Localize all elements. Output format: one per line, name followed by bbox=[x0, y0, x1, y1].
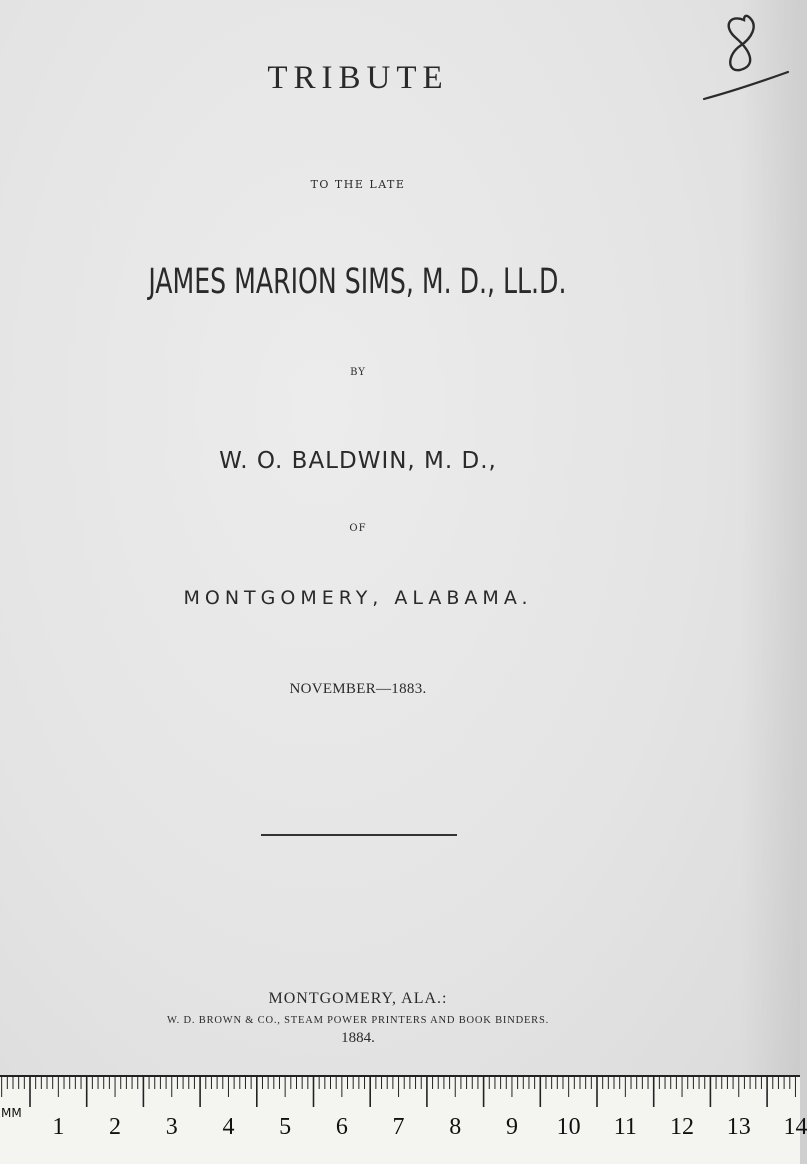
ruler-number: 4 bbox=[222, 1114, 235, 1140]
ruler-number: 10 bbox=[556, 1114, 581, 1140]
ruler-number: 11 bbox=[613, 1114, 637, 1140]
by-line: BY bbox=[350, 367, 366, 378]
ruler-number: 6 bbox=[335, 1114, 348, 1140]
ruler-number: 14 bbox=[783, 1114, 807, 1140]
ruler-number: 9 bbox=[505, 1114, 518, 1140]
ruler-number: 5 bbox=[279, 1114, 292, 1140]
ruler-number: 13 bbox=[726, 1114, 751, 1140]
ruler-number: 12 bbox=[670, 1114, 695, 1140]
author-location: MONTGOMERY, ALABAMA. bbox=[183, 587, 533, 609]
page-title: TRIBUTE bbox=[267, 60, 449, 96]
subject-name: JAMES MARION SIMS, M. D., LL.D. bbox=[148, 262, 567, 302]
dedication-line: TO THE LATE bbox=[310, 178, 406, 191]
ruler-number: 8 bbox=[449, 1114, 462, 1140]
imprint-year: 1884. bbox=[341, 1030, 375, 1046]
of-line: OF bbox=[349, 523, 367, 534]
ruler-ticks bbox=[0, 1077, 800, 1117]
imprint-printer: W. D. BROWN & CO., STEAM POWER PRINTERS AND BOOK BINDERS. bbox=[166, 1015, 550, 1026]
ruler-unit-label bbox=[1, 1107, 22, 1120]
horizontal-rule bbox=[261, 834, 457, 836]
ruler-number: 1 bbox=[52, 1114, 65, 1140]
ruler-unit-text: MM bbox=[1, 1106, 22, 1120]
ruler-number: 7 bbox=[392, 1114, 405, 1140]
publication-date: NOVEMBER—1883. bbox=[289, 681, 427, 697]
author-name: W. O. BALDWIN, M. D., bbox=[219, 448, 497, 474]
imprint-place: MONTGOMERY, ALA.: bbox=[268, 990, 448, 1007]
measuring-ruler bbox=[0, 1075, 807, 1164]
page-edge-shadow bbox=[740, 0, 800, 1075]
ruler-number: 3 bbox=[165, 1114, 178, 1140]
ruler-number: 2 bbox=[109, 1114, 122, 1140]
